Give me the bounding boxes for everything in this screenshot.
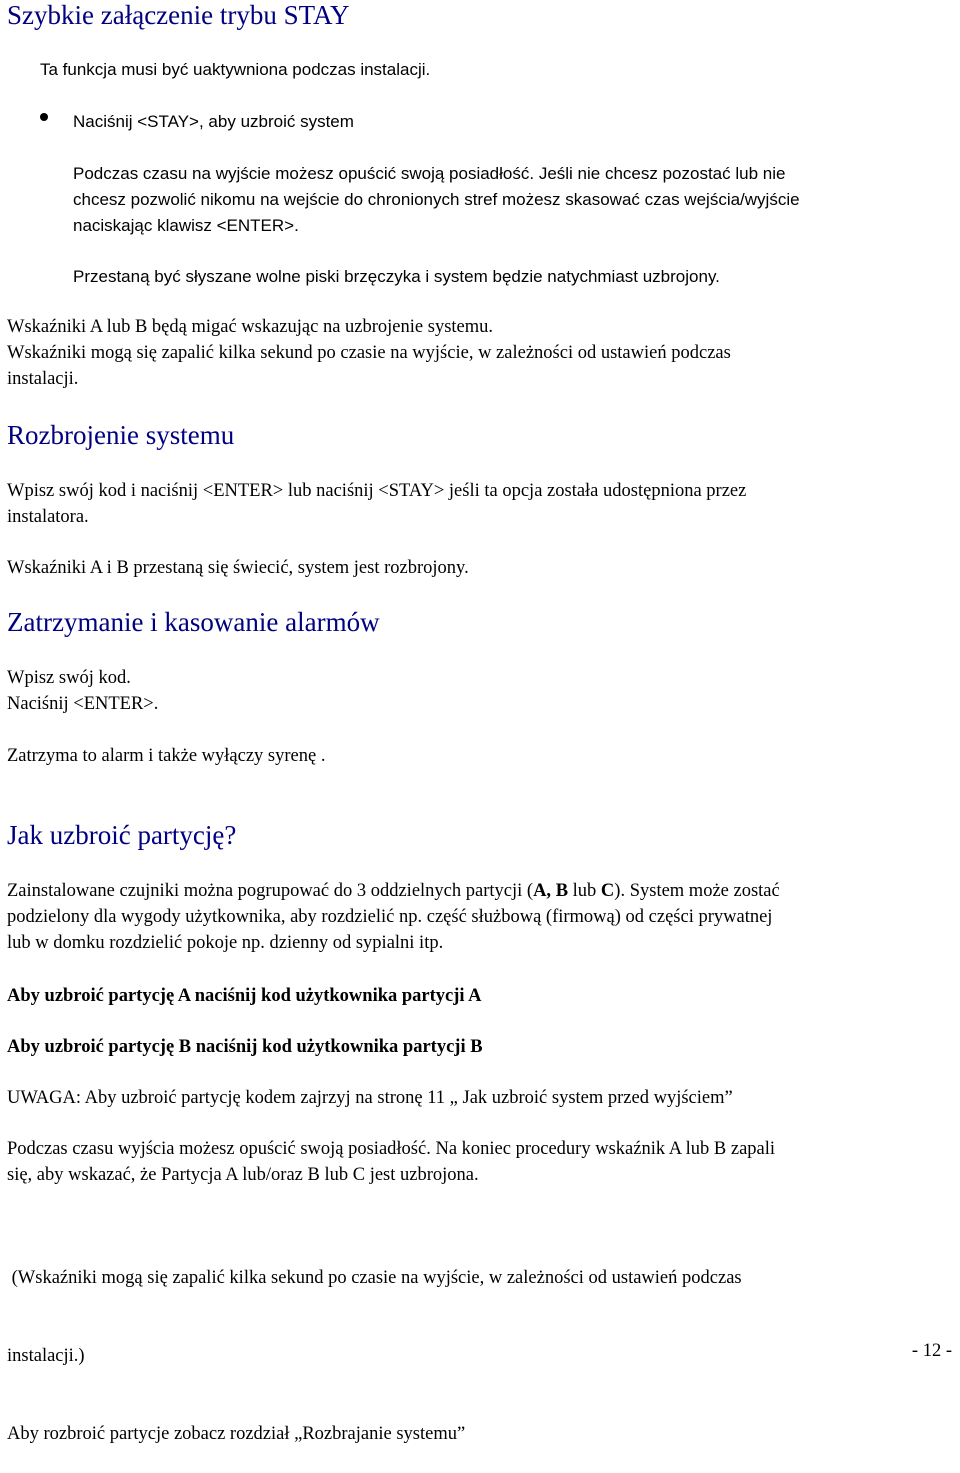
stay-bullet-pre: Naciśnij — [73, 112, 138, 131]
page-number: - 12 - — [911, 1341, 952, 1361]
stay-exit-paragraph — [73, 161, 800, 239]
stay-key: <STAY> — [137, 112, 199, 131]
disarm-paragraph — [7, 478, 746, 530]
text-line: podzielony dla wygody użytkownika, aby rozdzielić np. część służbową (firmową) od części prywatnej — [7, 907, 773, 927]
text-line: Wskaźniki mogą się zapalić kilka sekund po czasie na wyjście, w zależności od ustawień podczas — [7, 343, 731, 363]
text-line: Aby rozbroić partycje zobacz rozdział „Rozbrajanie systemu” — [7, 1424, 466, 1444]
text-line: lub w domku rozdzielić pokoje np. dzienny od sypialni itp. — [7, 933, 444, 953]
text-span: lub — [568, 881, 601, 901]
heading-stay: Szybkie załączenie trybu STAY — [7, 0, 350, 30]
text-line: Podczas czasu na wyjście możesz opuścić swoją posiadłość. Jeśli nie chcesz pozostać lub nie — [73, 164, 786, 183]
stay-activation-note: Ta funkcja musi być uaktywniona podczas instalacji. — [40, 60, 431, 79]
stay-indicators-paragraph — [7, 314, 731, 392]
stay-buzzer-paragraph: Przestaną być słyszane wolne piski brzęczyka i system będzie natychmiast uzbrojony. — [73, 267, 720, 286]
text-line: Wpisz swój kod i naciśnij <ENTER> lub naciśnij <STAY> jeśli ta opcja została udostępniona przez — [7, 481, 747, 501]
final-paragraph — [7, 1213, 742, 1473]
heading-arm-partition: Jak uzbroić partycję? — [7, 820, 237, 850]
text-line: instalatora. — [7, 507, 89, 527]
text-line: (Wskaźniki mogą się zapalić kilka sekund po czasie na wyjście, w zależności od ustawień podczas — [7, 1268, 742, 1288]
arm-partition-a: Aby uzbroić partycję A naciśnij kod użytkownika partycji A — [7, 986, 482, 1006]
heading-stop-alarms: Zatrzymanie i kasowanie alarmów — [7, 607, 380, 637]
text-span: Zainstalowane czujniki można pogrupować do 3 oddzielnych partycji ( — [7, 881, 534, 901]
text-line: instalacji. — [7, 369, 79, 389]
bullet-icon — [40, 113, 48, 121]
heading-disarm: Rozbrojenie systemu — [7, 420, 235, 450]
text-line: instalacji.) — [7, 1346, 85, 1366]
text-line: Naciśnij <ENTER>. — [7, 694, 159, 714]
text-line: Wpisz swój kod. — [7, 668, 131, 688]
text-line: Podczas czasu wyjścia możesz opuścić swoją posiadłość. Na koniec procedury wskaźnik A lub B zapali — [7, 1139, 776, 1159]
arm-partition-b: Aby uzbroić partycję B naciśnij kod użytkownika partycji B — [7, 1037, 483, 1057]
text-line: się, aby wskazać, że Partycja A lub/oraz B lub C jest uzbrojona. — [7, 1165, 479, 1185]
text-line: Wskaźniki A lub B będą migać wskazując na uzbrojenie systemu. — [7, 317, 494, 337]
partition-a-label: A, — [533, 881, 552, 901]
partition-b-label: B — [555, 881, 569, 901]
partition-intro-paragraph — [7, 878, 780, 956]
text-line: chcesz pozwolić nikomu na wejście do chronionych stref możesz skasować czas wejścia/wyjście — [73, 190, 800, 209]
disarm-indicators-paragraph: Wskaźniki A i B przestaną się świecić, system jest rozbrojony. — [7, 558, 469, 578]
uwaga-note: UWAGA: Aby uzbroić partycję kodem zajrzyj na stronę 11 „ Jak uzbroić system przed wyjściem” — [7, 1088, 733, 1108]
text-line: naciskając klawisz <ENTER>. — [73, 216, 299, 235]
stay-bullet-text — [73, 109, 354, 135]
stop-steps — [7, 665, 158, 717]
stay-bullet-post: , aby uzbroić system — [198, 112, 354, 131]
exit-time-paragraph — [7, 1136, 775, 1188]
text-line — [7, 878, 780, 904]
text-span: ). System może zostać — [614, 881, 780, 901]
partition-c-label: C — [600, 881, 615, 901]
stop-result-paragraph: Zatrzyma to alarm i także wyłączy syrenę . — [7, 746, 326, 766]
